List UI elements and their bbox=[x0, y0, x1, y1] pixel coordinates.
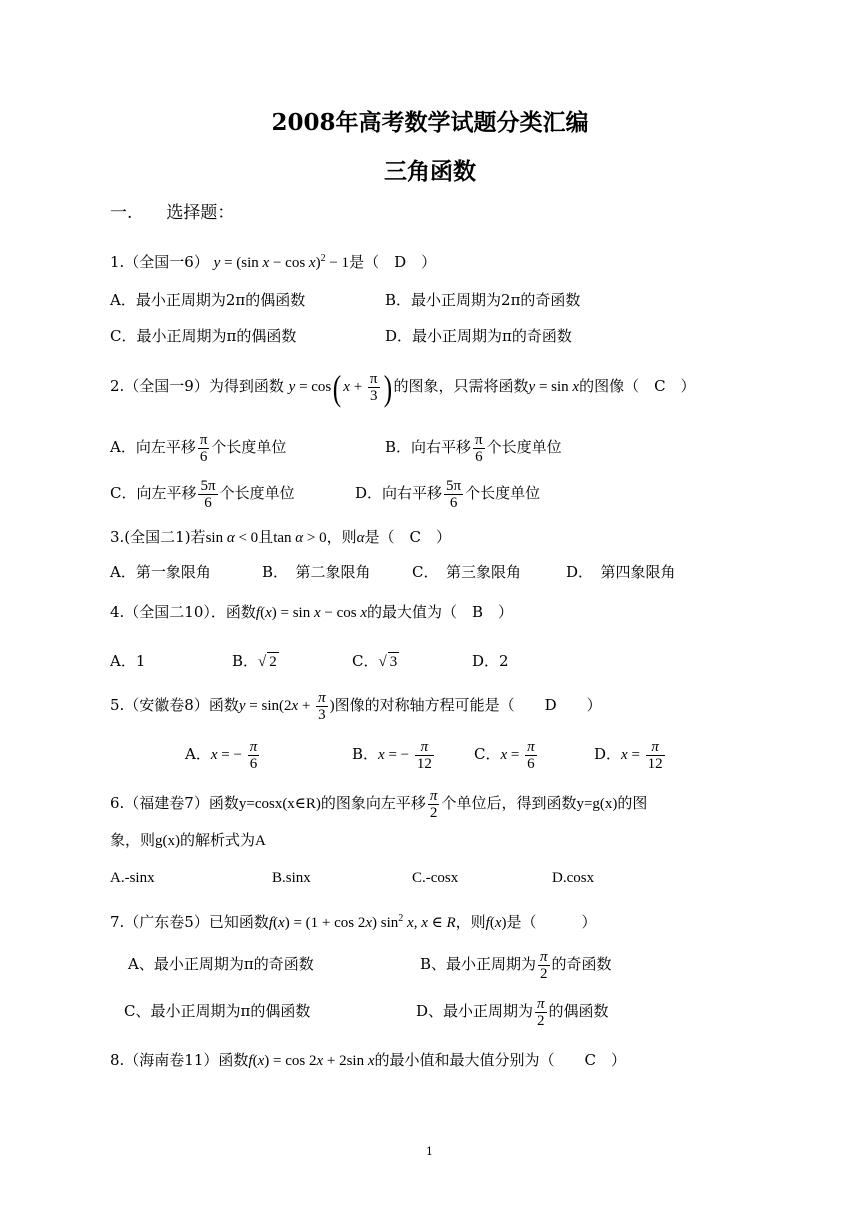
q4-option-b: B．√ 2 bbox=[232, 652, 277, 670]
formula: y = (sin x − cos x)$^2$ − 1 bbox=[213, 253, 350, 271]
question-6: 6.（福建卷7）函数y=cosx(x∈R)的图象向左平移 $\frac{\pi}{2}$ 个单位后，得到函数y=g(x)的图 bbox=[110, 787, 648, 821]
q1-option-c: C．最小正周期为π的偶函数 bbox=[110, 327, 297, 345]
q1-option-d: D．最小正周期为π的奇函数 bbox=[385, 327, 572, 345]
q3-option-c: C． 第三象限角 bbox=[412, 563, 521, 581]
question-7: 7.（广东卷5）已知函数f(x) = (1 + cos 2x) $\sin^2 x$, x ∈ R，则f(x)是（ ） bbox=[110, 913, 597, 931]
q4-option-d: D．2 bbox=[472, 652, 509, 670]
q7-option-d: D、最小正周期为 $\frac{\pi}{2}$ 的偶函数 bbox=[416, 995, 609, 1029]
q3-option-d: D． 第四象限角 bbox=[566, 563, 676, 581]
q6-option-d: D.cosx bbox=[552, 870, 595, 886]
q2-option-b: B．向右平移 $\frac{\pi}{6}$ 个长度单位 bbox=[385, 431, 562, 465]
q1-option-b: B．最小正周期为2π的奇函数 bbox=[385, 291, 581, 309]
q5-option-d: D．x = $\frac{\pi}{12}$ bbox=[594, 739, 663, 773]
page-number: 1 bbox=[426, 1145, 433, 1158]
question-2: 2.（全国一9）为得到函数 y = cos( x + $\frac{\pi}{3}$ ) 的图象，只需将函数y = sin x的图像（ C ） bbox=[110, 367, 696, 408]
q4-option-c: C．√ 3 bbox=[352, 652, 398, 670]
q7-option-c: C、最小正周期为π的偶函数 bbox=[124, 1002, 311, 1020]
q5-option-b: B．x = − $\frac{\pi}{12}$ bbox=[352, 739, 432, 773]
q2-option-c: C．向左平移 $\frac{5\pi}{6}$ 个长度单位 bbox=[110, 477, 295, 511]
q4-option-a: A．1 bbox=[110, 652, 146, 670]
q1-option-a: A．最小正周期为2π的偶函数 bbox=[110, 291, 306, 309]
section-heading: 一. 选择题： bbox=[110, 203, 235, 223]
document-title: 2008年高考数学试题分类汇编 bbox=[271, 109, 589, 136]
question-4: 4.（全国二10）．函数f(x) = sin x − cos x的最大值为（ B ） bbox=[110, 603, 514, 621]
q3-option-b: B． 第二象限角 bbox=[262, 563, 371, 581]
q3-option-a: A．第一象限角 bbox=[110, 563, 211, 581]
q6-option-b: B.sinx bbox=[272, 870, 311, 886]
q5-option-c: C．x = $\frac{\pi}{6}$ bbox=[474, 739, 535, 773]
formula: y = sin x bbox=[528, 379, 580, 395]
q7-option-a: A、最小正周期为π的奇函数 bbox=[128, 955, 314, 973]
question-8: 8.（海南卷11）函数f(x) = cos 2x + 2sin x的最小值和最大值分别为（ C ） bbox=[110, 1051, 626, 1069]
q7-option-b: B、最小正周期为 $\frac{\pi}{2}$ 的奇函数 bbox=[420, 948, 612, 982]
q6-option-a: A.-sinx bbox=[110, 870, 155, 886]
q5-option-a: A．x = − $\frac{\pi}{6}$ bbox=[185, 739, 258, 773]
question-6-line-2: 象，则g(x)的解析式为A bbox=[110, 831, 266, 849]
q6-option-c: C.-cosx bbox=[412, 870, 459, 886]
question-1: 1.（全国一6） y = (sin x − cos x)$^2$ − 1是（ D ） bbox=[110, 253, 437, 271]
question-5: 5.（安徽卷8）函数y = sin(2x + $\frac{\pi}{3}$ )图像的对称轴方程可能是（ D ） bbox=[110, 690, 602, 724]
q2-option-d: D．向右平移 $\frac{5\pi}{6}$ 个长度单位 bbox=[355, 477, 541, 511]
formula: y = cos( x + $\frac{\pi}{3}$ ) bbox=[288, 367, 392, 408]
document-subtitle: 三角函数 bbox=[384, 158, 476, 185]
question-3: 3.(全国二1)若sin α < 0且tan α > 0，则α是（ C ） bbox=[110, 528, 451, 546]
q2-option-a: A．向左平移 $\frac{\pi}{6}$ 个长度单位 bbox=[110, 431, 287, 465]
